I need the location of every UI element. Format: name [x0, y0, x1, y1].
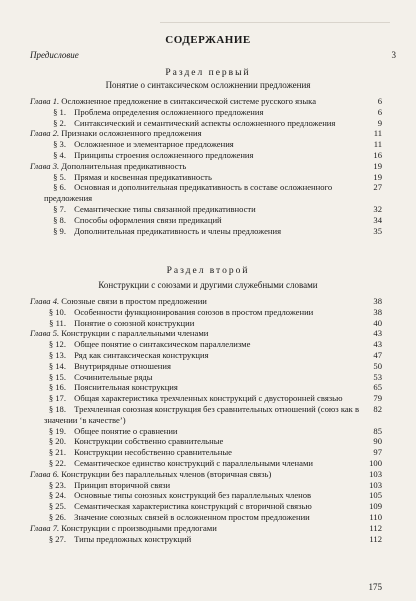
entry-title: Конструкции собственно сравнительные	[72, 436, 224, 447]
entry-number: Глава 3.	[30, 160, 60, 171]
entry-page: 9	[377, 117, 382, 128]
entry-page: 27	[373, 182, 382, 193]
entry-title: Сочинительные ряды	[72, 371, 153, 382]
entry-page: 82	[373, 403, 382, 414]
entry-page: 100	[369, 457, 382, 468]
entry-title: Способы оформления связи предикаций	[72, 214, 222, 225]
entry-number: § 27.	[48, 533, 66, 544]
entry-title: Ряд как синтаксическая конструкция	[72, 349, 209, 360]
entry-number: § 16.	[48, 382, 66, 393]
page-title: СОДЕРЖАНИЕ	[165, 34, 251, 46]
entry-title: Особенности функционирования союзов в простом предложении	[72, 306, 314, 317]
paragraph-entry	[30, 501, 382, 512]
entry-title: Осложненное и элементарное предложения	[72, 139, 234, 150]
entry-title: Прямая и косвенная предикативность	[72, 171, 212, 182]
entry-page: 79	[373, 393, 382, 404]
entry-number: § 17.	[48, 393, 66, 404]
chapter-entry	[30, 96, 382, 107]
part2-toc	[30, 296, 382, 544]
entry-page: 103	[369, 468, 382, 479]
paragraph-entry	[30, 350, 382, 361]
entry-page: 110	[369, 511, 382, 522]
paragraph-entry	[30, 226, 382, 237]
paragraph-entry	[30, 490, 382, 501]
entry-number: § 24.	[48, 490, 66, 501]
entry-title: Значение союзных связей в осложненном простом предложении	[72, 511, 310, 522]
entry-page: 6	[377, 106, 382, 117]
entry-title: Конструкции с параллельными членами	[59, 328, 209, 339]
entry-title: Дополнительная предикативность	[59, 160, 187, 171]
entry-page: 38	[373, 296, 382, 306]
entry-page: 11	[373, 139, 382, 150]
paragraph-entry	[30, 436, 382, 447]
entry-title: Принципы строения осложненного предложения	[72, 149, 254, 160]
entry-page: 50	[373, 360, 382, 371]
entry-number: § 21.	[48, 447, 66, 458]
entry-number: § 13.	[48, 349, 66, 360]
paragraph-entry	[30, 339, 382, 350]
paragraph-entry	[30, 204, 382, 215]
entry-number: § 10.	[48, 306, 66, 317]
entry-number: § 14.	[48, 360, 66, 371]
entry-number: § 6.	[53, 182, 66, 193]
entry-page: 11	[373, 128, 382, 139]
part2-subheading: Конструкции с союзами и другими служебными словами	[98, 280, 318, 290]
entry-page: 90	[373, 436, 382, 447]
preface-page: 3	[391, 50, 396, 60]
entry-title: Семантическая характеристика конструкций с вторичной связью	[72, 501, 312, 512]
chapter-entry	[30, 469, 382, 480]
entry-number: § 20.	[48, 436, 66, 447]
entry-page: 6	[377, 96, 382, 106]
entry-number: § 2.	[53, 117, 66, 128]
entry-title: Конструкции без параллельных членов (вторичная связь)	[59, 468, 272, 479]
part1-subheading: Понятие о синтаксическом осложнении предложения	[105, 80, 311, 90]
entry-page: 43	[373, 339, 382, 350]
entry-title: Принцип вторичной связи	[72, 479, 171, 490]
paragraph-entry	[30, 447, 382, 458]
paragraph-entry	[30, 107, 382, 118]
entry-title: Союзные связи в простом предложении	[59, 296, 207, 306]
entry-page: 112	[369, 522, 382, 533]
entry-number: § 1.	[53, 106, 66, 117]
entry-title: Основные типы союзных конструкций без параллельных членов	[72, 490, 312, 501]
entry-number: § 22.	[48, 457, 66, 468]
entry-title: Семантические типы связанной предикативности	[72, 203, 256, 214]
entry-page: 34	[373, 214, 382, 225]
paragraph-entry	[30, 534, 382, 545]
entry-page: 40	[373, 317, 382, 328]
entry-number: § 11.	[49, 317, 66, 328]
paragraph-entry	[30, 318, 382, 329]
entry-page: 53	[373, 371, 382, 382]
entry-page: 47	[373, 349, 382, 360]
preface-entry	[30, 50, 396, 60]
entry-title: Конструкции несобственно сравнительные	[72, 447, 232, 458]
paragraph-entry	[30, 458, 382, 469]
entry-number: Глава 4.	[30, 296, 60, 306]
entry-title: Осложненное предложение в синтаксической системе русского языка	[59, 96, 317, 106]
entry-number: § 5.	[53, 171, 66, 182]
entry-page: 112	[369, 533, 382, 544]
entry-page: 35	[373, 225, 382, 236]
paragraph-entry	[30, 393, 382, 404]
entry-number: § 18.	[48, 403, 66, 414]
entry-page: 105	[369, 490, 382, 501]
entry-number: § 12.	[48, 339, 66, 350]
page-number: 175	[368, 582, 382, 592]
entry-title: Признаки осложненного предложения	[59, 128, 202, 139]
entry-title: Трехчленная союзная конструкция без сравнительных отношений (союз как в значении ‘в качестве’)	[44, 403, 360, 425]
entry-title: Понятие о союзной конструкции	[72, 317, 195, 328]
paragraph-entry	[30, 512, 382, 523]
entry-number: Глава 7.	[30, 522, 60, 533]
entry-page: 43	[373, 328, 382, 339]
entry-page: 109	[369, 501, 382, 512]
entry-number: Глава 1.	[30, 96, 60, 106]
entry-number: Глава 2.	[30, 128, 60, 139]
entry-number: § 23.	[48, 479, 66, 490]
paragraph-entry	[30, 182, 382, 204]
entry-page: 97	[373, 447, 382, 458]
paragraph-entry	[30, 372, 382, 383]
entry-page: 103	[369, 479, 382, 490]
entry-page: 32	[373, 203, 382, 214]
entry-title: Дополнительная предикативность и члены предложения	[72, 225, 282, 236]
entry-number: § 9.	[53, 225, 66, 236]
paragraph-entry	[30, 172, 382, 183]
paragraph-entry	[30, 361, 382, 372]
entry-page: 19	[373, 171, 382, 182]
part1-toc	[30, 96, 382, 236]
entry-number: Глава 5.	[30, 328, 60, 339]
entry-title: Проблема определения осложненного предложения	[72, 106, 264, 117]
entry-number: § 19.	[48, 425, 66, 436]
entry-number: § 7.	[53, 203, 66, 214]
entry-title: Общая характеристика трехчленных конструкций с двусторонней связью	[72, 393, 343, 404]
entry-number: § 3.	[53, 139, 66, 150]
entry-number: Глава 6.	[30, 468, 60, 479]
chapter-entry	[30, 328, 382, 339]
entry-number: § 4.	[53, 149, 66, 160]
preface-label: Предисловие	[30, 50, 79, 60]
entry-title: Внутрирядные отношения	[72, 360, 171, 371]
entry-title: Общее понятие о синтаксическом параллелизме	[72, 339, 251, 350]
paragraph-entry	[30, 150, 382, 161]
chapter-entry	[30, 523, 382, 534]
entry-title: Основная и дополнительная предикативность в составе осложненного предложения	[44, 182, 333, 204]
paragraph-entry	[30, 480, 382, 491]
chapter-entry	[30, 161, 382, 172]
entry-number: § 15.	[48, 371, 66, 382]
chapter-entry	[30, 296, 382, 307]
paragraph-entry	[30, 404, 382, 426]
entry-title: Типы предложных конструкций	[72, 533, 192, 544]
part2-heading: Раздел второй	[166, 266, 250, 276]
entry-number: § 26.	[48, 511, 66, 522]
entry-title: Семантическое единство конструкций с параллельными членами	[72, 457, 314, 468]
entry-page: 65	[373, 382, 382, 393]
entry-title: Общее понятие о сравнении	[72, 425, 178, 436]
bleed-through-line	[160, 22, 390, 23]
entry-title: Синтаксический и семантический аспекты осложненного предложения	[72, 117, 336, 128]
paragraph-entry	[30, 426, 382, 437]
paragraph-entry	[30, 139, 382, 150]
part1-heading: Раздел первый	[165, 68, 251, 78]
entry-title: Конструкции с производными предлогами	[59, 522, 217, 533]
entry-page: 19	[373, 160, 382, 171]
entry-page: 16	[373, 149, 382, 160]
paragraph-entry	[30, 215, 382, 226]
chapter-entry	[30, 128, 382, 139]
entry-number: § 25.	[48, 501, 66, 512]
entry-page: 85	[373, 425, 382, 436]
paragraph-entry	[30, 118, 382, 129]
paragraph-entry	[30, 307, 382, 318]
entry-page: 38	[373, 306, 382, 317]
entry-title: Пояснительная конструкция	[72, 382, 178, 393]
paragraph-entry	[30, 382, 382, 393]
entry-number: § 8.	[53, 214, 66, 225]
